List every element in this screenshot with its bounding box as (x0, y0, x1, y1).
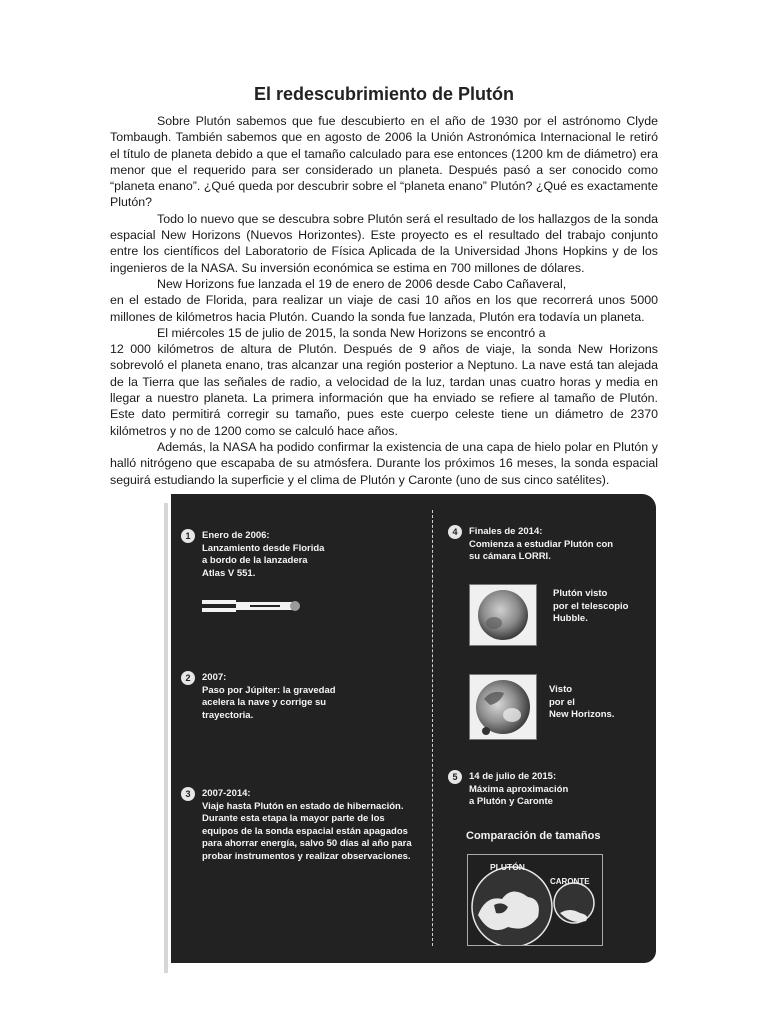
hubble-caption (553, 588, 629, 626)
step-1-line-1: Enero de 2006: (202, 530, 270, 541)
hubble-caption-line-3: Hubble. (553, 613, 588, 625)
article-title: El redescubrimiento de Plutón (253, 84, 515, 104)
step-2-line-4: trayectoria. (202, 709, 254, 721)
step-5-line-1: 14 de julio de 2015: (469, 771, 557, 782)
new-horizons-caption (549, 684, 614, 722)
paragraph-3-first-line: New Horizons fue lanzada el 19 de enero de 2006 desde Cabo Cañaveral, (157, 276, 567, 291)
step-2-line-1: 2007: (202, 672, 227, 683)
pluto-hubble-photo (469, 584, 537, 646)
hubble-caption-line-1: Plutón visto (553, 588, 608, 599)
timeline-step-3 (185, 788, 412, 864)
step-3-line-2: Viaje hasta Plutón en estado de hibernación. (202, 800, 404, 812)
rocket-icon (200, 594, 304, 618)
pluto-hubble-image (470, 585, 536, 645)
step-3-line-1: 2007-2014: (202, 788, 251, 799)
step-4-line-3: su cámara LORRI. (469, 551, 551, 563)
nh-caption-line-2: por el (549, 696, 575, 708)
step-4-line-1: Finales de 2014: (469, 526, 543, 537)
pluto-new-horizons-photo (469, 674, 537, 740)
timeline-step-1 (185, 530, 325, 580)
timeline-infographic (171, 494, 656, 963)
step-3-line-4: equipos de la sonda espacial están apagados (202, 825, 408, 837)
step-1-line-4: Atlas V 551. (202, 567, 256, 579)
step-3-line-6: probar instrumentos y realizar observaciones. (202, 850, 411, 862)
size-comparison-title: Comparación de tamaños (466, 830, 601, 842)
timeline-step-2 (185, 672, 336, 722)
step-1-line-3: a bordo de la lanzadera (202, 555, 308, 567)
paragraph-3-rest: en el estado de Florida, para realizar un viaje de casi 10 años en los que recorrerá unos 5000 millones de kilómetros hacia Plutón. Cuando la sonda fue lanzada, Plutón era todavía un planeta. (110, 293, 658, 324)
step-2-line-3: acelera la nave y corrige su (202, 697, 327, 709)
article-body (110, 113, 658, 488)
timeline-step-4 (452, 526, 614, 564)
step-number-4: 4 (448, 525, 462, 539)
charon-label: CARONTE (550, 877, 590, 886)
nh-caption-line-3: New Horizons. (549, 709, 615, 721)
size-comparison-box (467, 854, 603, 946)
timeline-divider (432, 510, 433, 946)
step-5-line-2: Máxima aproximación (469, 783, 569, 795)
paragraph-4-first-line: El miércoles 15 de julio de 2015, la sonda New Horizons se encontró a (157, 325, 546, 340)
page-spine-shadow (164, 503, 168, 973)
step-number-1: 1 (181, 529, 195, 543)
hubble-caption-line-2: por el telescopio (553, 600, 629, 612)
step-1-line-2: Lanzamiento desde Florida (202, 542, 325, 554)
step-number-5: 5 (448, 770, 462, 784)
step-2-line-2: Paso por Júpiter: la gravedad (202, 684, 336, 696)
paragraph-5: Además, la NASA ha podido confirmar la existencia de una capa de hielo polar en Plutón y halló nitrógeno que escapaba de su atmósfera. Durante los próximos 16 meses, la sonda espacial seguirá estudiando la superficie y el clima de Plutón y Caronte (uno de sus cinco satélites). (110, 439, 658, 487)
pluto-label: PLUTÓN (490, 862, 525, 872)
step-3-line-5: para ahorrar energía, salvo 50 días al año para (202, 838, 412, 850)
timeline-step-5 (452, 771, 569, 809)
step-number-2: 2 (181, 671, 195, 685)
paragraph-4-rest: 12 000 kilómetros de altura de Plutón. Después de 9 años de viaje, la sonda New Horizons sobrevoló el planeta enano, tras alcanzar una región posterior a Neptuno. La nave está tan alejada de la Tierra que las señales de radio, a velocidad de la luz, tardan unas cuatro horas y media en llegar a nuestro planeta. La primera información que ha enviado se refiere al tamaño de Plutón. Este dato permitirá corregir su tamaño, pues este cuerpo celeste tiene un diámetro de 2370 kilómetros y no de 1200 como se calculó hace años. (110, 342, 658, 438)
step-5-line-3: a Plutón y Caronte (469, 796, 553, 808)
paragraph-1: Sobre Plutón sabemos que fue descubierto en el año de 1930 por el astrónomo Clyde Tombaugh. También sabemos que en agosto de 2006 la Unión Astronómica Internacional le retiró el título de planeta debido a que el tamaño calculado para ese entonces (1200 km de diámetro) era menor que el requerido para ser considerado un planeta. Después pasó a ser conocido como “planeta enano”. ¿Qué queda por descubrir sobre el “planeta enano” Plutón? ¿Qué es exactamente Plutón? (110, 114, 658, 210)
paragraph-2: Todo lo nuevo que se descubra sobre Plutón será el resultado de los hallazgos de la sonda espacial New Horizons (Nuevos Horizontes). Este proyecto es el resultado del trabajo conjunto entre los científicos del Laboratorio de Física Aplicada de la Universidad Jhons Hopkins y de los ingenieros de la NASA. Su inversión económica se estima en 700 millones de dólares. (110, 211, 658, 275)
step-3-line-3: Durante esta etapa la mayor parte de los (202, 813, 385, 825)
nh-caption-line-1: Visto (549, 684, 573, 695)
pluto-new-horizons-image (470, 675, 536, 739)
size-comparison-image (468, 855, 602, 945)
step-number-3: 3 (181, 787, 195, 801)
step-4-line-2: Comienza a estudiar Plutón con (469, 538, 614, 550)
